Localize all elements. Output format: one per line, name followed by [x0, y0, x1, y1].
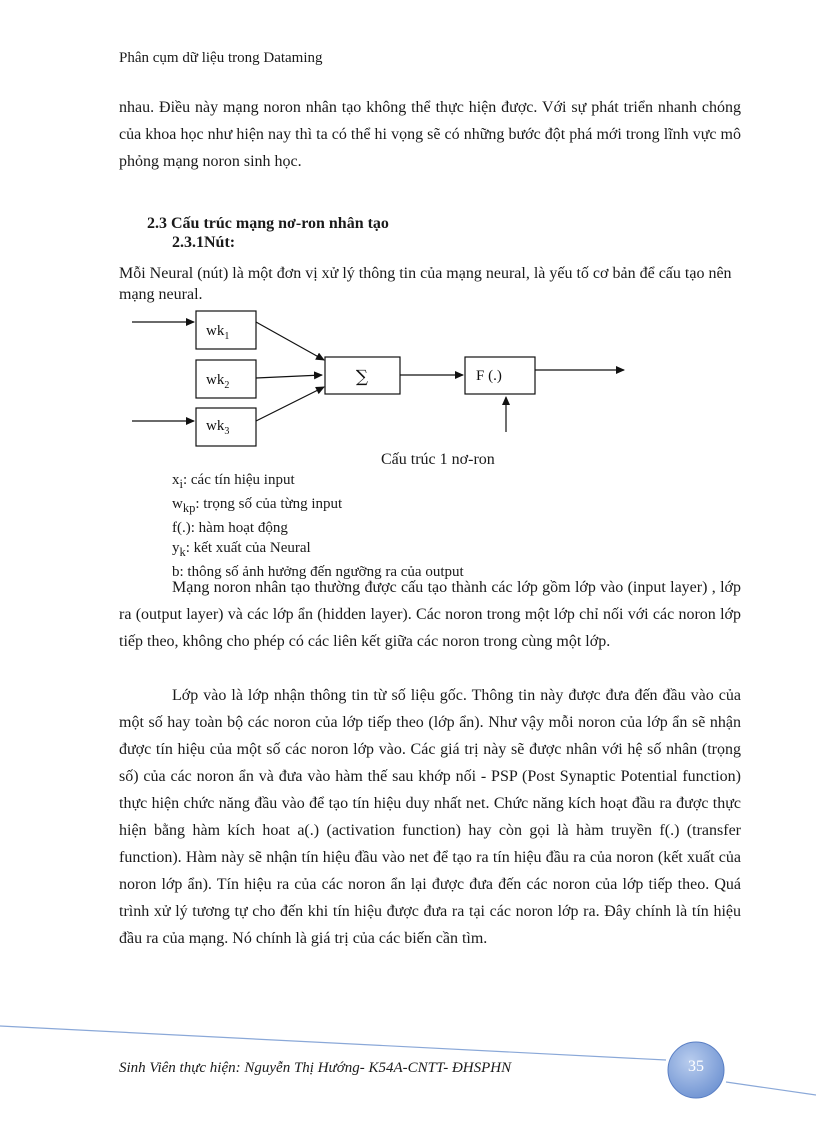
diagram-caption: Cấu trúc 1 nơ-ron [381, 451, 495, 468]
neuron-diagram [0, 0, 816, 460]
weight-to-sum-arrow-1 [256, 322, 324, 360]
weight-box-1 [196, 311, 256, 349]
activation-label: F (.) [476, 368, 502, 384]
weight-to-sum-arrow-2 [256, 375, 322, 378]
definition-item: f(.): hàm hoạt động [172, 520, 288, 536]
definition-item: b: thông số ảnh hưởng đến ngưỡng ra của output [172, 564, 464, 580]
definition-list [172, 470, 464, 582]
weight-label-1: $wk_1$ [206, 323, 230, 342]
definition-item: $y_k$: kết xuất của Neural [172, 540, 311, 559]
intro-paragraph: nhau. Điều này mạng noron nhân tạo không thể thực hiện được. Với sự phát triển nhanh chóng của khoa học như hiện nay thì ta có thể hi vọng sẽ có những bước đột phá mới trong lĩnh vực mô phỏng mạng noron sinh học. [119, 99, 741, 170]
lead-paragraph: Mỗi Neural (nút) là một đơn vị xử lý thông tin của mạng neural, là yếu tố cơ bản để cấu tạo nên mạng neural. [119, 265, 732, 303]
sum-symbol: ∑ [355, 367, 369, 387]
input-layer-paragraph: Lớp vào là lớp nhận thông tin từ số liệu gốc. Thông tin này được đưa đến đầu vào của một số hay toàn bộ các noron của lớp tiếp theo (lớp ẩn). Như vậy mỗi noron của lớp ẩn sẽ nhận được tín hiệu của một số các noron lớp vào. Các giá trị này sẽ được nhân với hệ số nhân (trọng số) của các noron ẩn và đưa vào hàm thế sau khớp nối - PSP (Post Synaptic Potential function) thực hiện chức năng đầu vào để tạo tín hiệu duy nhất net. Chức năng kích hoạt đầu ra được thực hiện bằng hàm kích hoat a(.) (activation function) hay còn gọi là hàm truyền f(.) (transfer function). Hàm này sẽ nhận tín hiệu đầu vào net để tạo ra tín hiệu đầu ra của noron (kết xuất của noron lớp ẩn). Tín hiệu ra của các noron ẩn lại được đưa đến các noron của lớp tiếp theo. Quá trình xử lý tương tự cho đến khi tín hiệu được đưa ra tại các noron lớp ra. Đây chính là tín hiệu đầu ra của mạng. Nó chính là giá trị của các biến cần tìm. [119, 687, 741, 947]
definition-item: $w_{kp}$: trọng số của từng input [172, 496, 343, 515]
layers-paragraph: Mạng noron nhân tạo thường được cấu tạo thành các lớp gồm lớp vào (input layer) , lớp ra (output layer) và các lớp ẩn (hidden layer). Các noron trong một lớp chỉ nối với các noron lớp tiếp theo, không cho phép có các liên kết giữa các noron trong cùng một lớp. [119, 579, 741, 650]
page-number: 35 [688, 1058, 704, 1075]
subsection-heading: 2.3.1Nút: [172, 234, 236, 251]
weight-to-sum-arrow-3 [256, 387, 324, 421]
definition-item: $x_i$: các tín hiệu input [172, 472, 295, 491]
weight-box-2 [196, 360, 256, 398]
weight-label-2: $wk_2$ [206, 372, 230, 391]
weight-label-3: $wk_3$ [206, 418, 230, 437]
page-header: Phân cụm dữ liệu trong Dataming [119, 50, 323, 66]
footer-author: Sinh Viên thực hiện: Nguyễn Thị Hướng- K54A-CNTT- ĐHSPHN [119, 1060, 512, 1076]
section-heading: 2.3 Cấu trúc mạng nơ-ron nhân tạo [147, 215, 389, 232]
